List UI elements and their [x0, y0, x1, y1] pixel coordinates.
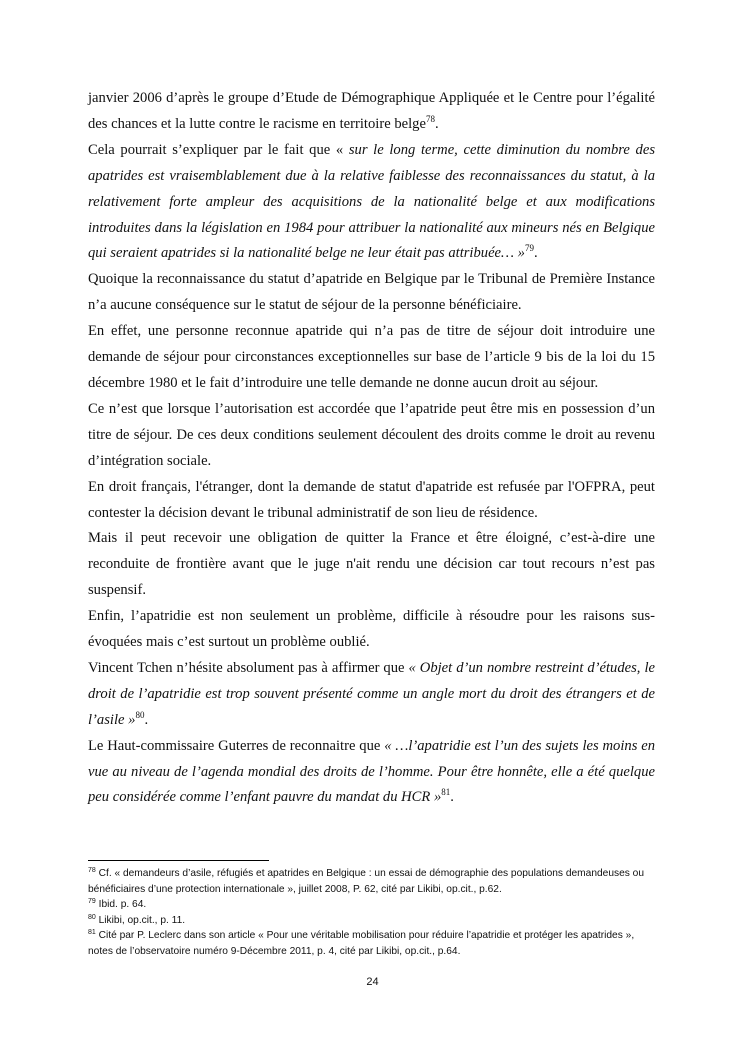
- footnote-ref-78[interactable]: 78: [425, 113, 435, 124]
- quote-2: sur le long terme, cette diminution du nombre des apatrides est vraisemblablement due à la relative faiblesse des reconnaissances du statut, à la relativement forte ampleur des acquisitions de la nationalité belge et aux modifications introduites dans la législation en 1984 pour attribuer la nationalité aux mineurs nés en Belgique qui seraient apatrides si la nationalité belge ne leur était pas attribuée… »: [88, 141, 655, 262]
- paragraph-5: Ce n’est que lorsque l’autorisation est accordée que l’apatride peut être mis en possession d’un titre de séjour. De ces deux conditions seulement découlent des droits comme le droit au revenu d’intégration sociale.: [88, 400, 655, 469]
- footnote-79: $^{79}$ Ibid. p. 64.: [88, 898, 147, 911]
- paragraph-4: En effet, une personne reconnue apatride qui n’a pas de titre de séjour doit introduire une demande de séjour pour circonstances exceptionnelles sur base de l’article 9 bis de la loi du 15 décembre 1980 et le fait d’introduire une telle demande ne donne aucun droit au séjour.: [88, 323, 655, 391]
- paragraph-1: janvier 2006 d’après le groupe d’Etude de Démographique Appliquée et le Centre pour l’égalité des chances et la lutte contre le racisme en territoire belge$^{78}$.: [88, 90, 655, 132]
- paragraph-10: Le Haut-commissaire Guterres de reconnaitre que « …l’apatridie est l’un des sujets les moins en vue au niveau de l’agenda mondial des droits de l’homme. Pour être honnête, elle a été quelque peu considérée comme l’enfant pauvre du mandat du HCR »$^{81}$.: [88, 737, 655, 806]
- paragraph-2: Cela pourrait s’expliquer par le fait que « sur le long terme, cette diminution du nombre des apatrides est vraisemblablement due à la relative faiblesse des reconnaissances du statut, à la relativement forte ampleur des acquisitions de la nationalité belge et aux modifications introduites dans la législation en 1984 pour attribuer la nationalité aux mineurs nés en Belgique qui seraient apatrides si la nationalité belge ne leur était pas attribuée… »$^{79}$.: [88, 141, 655, 262]
- footnote-separator: [88, 860, 269, 861]
- paragraph-3: Quoique la reconnaissance du statut d’apatride en Belgique par le Tribunal de Première Instance n’a aucune conséquence sur le statut de séjour de la personne bénéficiaire.: [88, 271, 655, 314]
- footnote-81: $^{81}$ Cité par P. Leclerc dans son article « Pour une véritable mobilisation pour réduire l’apatridie et protéger les apatrides », notes de l’observatoire numéro 9-Décembre 2011, p. 4, cité par Likibi, op.cit., p.64.: [88, 929, 635, 957]
- footnote-ref-80[interactable]: 80: [135, 709, 145, 720]
- paragraph-8: Enfin, l’apatridie est non seulement un problème, difficile à résoudre pour les raisons sus-évoquées mais c’est surtout un problème oublié.: [88, 608, 655, 651]
- body-text: [88, 86, 655, 811]
- paragraph-7: Mais il peut recevoir une obligation de quitter la France et être éloigné, c’est-à-dire une reconduite de frontière avant que le juge n'ait rendu une décision car tout recours n’est pas suspensif.: [88, 530, 655, 599]
- paragraph-9: Vincent Tchen n’hésite absolument pas à affirmer que « Objet d’un nombre restreint d’études, le droit de l’apatridie est trop souvent présenté comme un angle mort du droit des étrangers et de l’asile »$^{80}$.: [88, 659, 655, 728]
- footnote-78: $^{78}$ Cf. « demandeurs d’asile, réfugiés et apatrides en Belgique : un essai de démographie des populations demandeuses ou bénéficiaires d’une protection internationale », juillet 2008, P. 62, cité par Likibi, op.cit., p.62.: [88, 867, 645, 895]
- page-number: 24: [366, 976, 379, 988]
- footnote-ref-81[interactable]: 81: [441, 787, 451, 798]
- footnote-ref-79[interactable]: 79: [524, 243, 534, 254]
- quote-9: « Objet d’un nombre restreint d’études, le droit de l’apatridie est trop souvent présenté comme un angle mort du droit des étrangers et de l’asile »: [88, 659, 655, 728]
- paragraph-6: En droit français, l'étranger, dont la demande de statut d'apatride est refusée par l'OFPRA, peut contester la décision devant le tribunal administratif de son lieu de résidence.: [88, 478, 655, 521]
- quote-10: « …l’apatridie est l’un des sujets les moins en vue au niveau de l’agenda mondial des droits de l’homme. Pour être honnête, elle a été quelque peu considérée comme l’enfant pauvre du mandat du HCR »: [88, 737, 655, 806]
- footnote-80: $^{80}$ Likibi, op.cit., p. 11.: [88, 913, 186, 926]
- footnotes: [88, 866, 660, 960]
